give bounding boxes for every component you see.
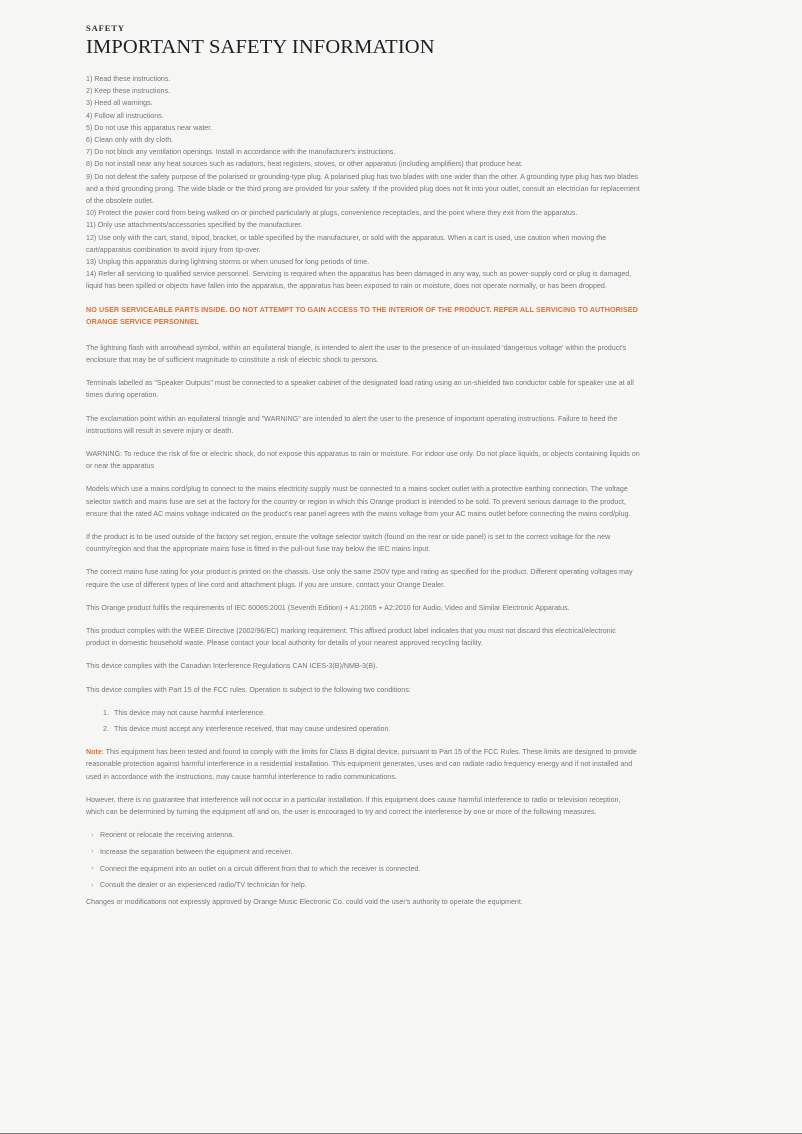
instruction-item: 13) Unplug this apparatus during lightning storms or when unused for long periods of time. [86, 257, 370, 266]
exclamation-point-paragraph: The exclamation point within an equilateral triangle and "WARNING" are intended to alert the user to the presence of important operating instructions. Failure to heed the instructions will result in severe injury or death. [86, 414, 618, 435]
moisture-warning-paragraph: WARNING: To reduce the risk of fire or electric shock, do not expose this apparatus to rain or moisture. For indoor use only. Do not place liquids, or objects containing liquids on or near the apparatus [86, 449, 640, 471]
instruction-item: 6) Clean only with dry cloth. [86, 135, 174, 144]
iec-compliance-paragraph: This Orange product fulfils the requirements of IEC 60065:2001 (Seventh Edition) + A1:2005 + A2:2010 for Audio, Video and Similar Electronic Apparatus. [86, 603, 570, 612]
mains-cord-paragraph: Models which use a mains cord/plug to connect to the mains electricity supply must be connected to a mains socket outlet with a protective earthing connection. The voltage selector switch and mains fuse are set at the factory for the country or region in which this Orange product is intended to be sold. To prevent serious damage to the product, ensure that the rated AC mains voltage indicated on the product's rear panel agrees with the mains voltage from your AC mains outlet before connecting the mains cord/plug. [86, 485, 631, 518]
instruction-item: 4) Follow all instructions. [86, 111, 164, 120]
fcc-note-paragraph [86, 746, 640, 783]
instruction-item: 12) Use only with the cart, stand, tripod, bracket, or table specified by the manufacturer, or sold with the apparatus. When a cart is used, use caution when moving the cart/apparatus combination to avoid injury from tip-over. [86, 233, 607, 254]
instruction-item: 8) Do not install near any heat sources such as radiators, heat registers, stoves, or other apparatus (including amplifiers) that produce heat. [86, 160, 523, 169]
instruction-item: 11) Only use attachments/accessories specified by the manufacturer. [86, 221, 303, 230]
note-text: : This equipment has been tested and found to comply with the limits for Class B digital device, pursuant to Part 15 of the FCC Rules. These limits are designed to provide reasonable protection against harmful interference in a residential installation. This equipment generates, uses and can radiate radio frequency energy and if not installed and used in accordance with the instructions, may cause harmful interference to radio communications. [86, 748, 637, 781]
instruction-item: 2) Keep these instructions. [86, 87, 170, 96]
instruction-item: 10) Protect the power cord from being walked on or pinched particularly at plugs, convenience receptacles, and the point where they exit from the apparatus. [86, 209, 578, 218]
fcc-conditions-list [86, 707, 640, 735]
section-eyebrow-label: SAFETY [86, 23, 125, 33]
numbered-instructions-list [86, 73, 640, 293]
no-user-serviceable-parts-warning: NO USER SERVICEABLE PARTS INSIDE. DO NOT ATTEMPT TO GAIN ACCESS TO THE INTERIOR OF THE PRODUCT. REFER ALL SERVICING TO AUTHORISED ORANGE SERVICE PERSONNEL [86, 304, 638, 327]
no-guarantee-paragraph: However, there is no guarantee that interference will not occur in a particular installation. If this equipment does cause harmful interference to radio or television reception, which can be determined by turning the equipment off and on, the user is encouraged to try and correct the interference by one or more of the following measures. [86, 795, 621, 817]
canadian-regulations-paragraph: This device complies with the Canadian Interference Regulations CAN ICES-3(B)/NMB-3(B). [86, 662, 378, 671]
measure-item: › Increase the separation between the equipment and receiver. [100, 846, 640, 858]
corrective-measures-list [86, 829, 640, 891]
instruction-item: 3) Heed all warnings. [86, 99, 153, 108]
instruction-item: 14) Refer all servicing to qualified service personnel. Servicing is required when the apparatus has been damaged in any way, such as power-supply cord or plug is damaged, liquid has been spilled or objects have fallen into the apparatus, the apparatus has been exposed to rain or moisture, does not operate normally, or has been dropped. [86, 270, 632, 291]
weee-directive-paragraph: This product complies with the WEEE Directive (2002/96/EC) marking requirement. This affixed product label indicates that you must not discard this electrical/electronic product in domestic household waste. Please contact your local authority for details of your nearest approved recycling facility. [86, 627, 616, 648]
note-label: Note [86, 748, 102, 757]
fcc-intro-paragraph: This device complies with Part 15 of the FCC rules. Operation is subject to the following two conditions: [86, 685, 411, 694]
page-title: IMPORTANT SAFETY INFORMATION [86, 36, 435, 59]
modifications-paragraph: Changes or modifications not expressly approved by Orange Music Electronic Co. could void the user's authority to operate the equipment. [86, 898, 523, 907]
lightning-flash-paragraph: The lightning flash with arrowhead symbol, within an equilateral triangle, is intended to alert the user to the presence of un-insulated 'dangerous voltage' within the product's enclosure that may be of sufficient magnitude to constitute a risk of electric shock to persons. [86, 343, 627, 364]
fuse-rating-paragraph: The correct mains fuse rating for your product is printed on the chassis. Use only the same 250V type and rating as specified for the product. Different operating voltages may require the use of different types of line cord and attachment plugs. If you are unsure, contact your Orange Dealer. [86, 568, 633, 589]
measure-item: › Consult the dealer or an experienced radio/TV technician for help. [100, 879, 640, 891]
instruction-item: 5) Do not use this apparatus near water. [86, 123, 213, 132]
fcc-condition-item: This device may not cause harmful interference. [114, 708, 266, 717]
outside-region-paragraph: If the product is to be used outside of the factory set region, ensure the voltage selector switch (found on the rear or side panel) is set to the correct voltage for the new country/region and that the appropriate mains fuse is fitted in the pull-out fuse tray below the IEC mains input. [86, 532, 611, 554]
instruction-item: 7) Do not block any ventilation openings. Install in accordance with the manufacturer's instructions. [86, 148, 396, 157]
speaker-outputs-paragraph: Terminals labelled as "Speaker Outputs" must be connected to a speaker cabinet of the designated load rating using an un-shielded two conductor cable for speaker use at all times during operation. [86, 379, 634, 400]
fcc-condition-item: This device must accept any interference received, that may cause undesired operation. [114, 725, 391, 734]
instruction-item: 9) Do not defeat the safety purpose of the polarised or grounding-type plug. A polarised plug has two blades with one wider than the other. A grounding type plug has two blades and a third grounding prong. The wide blade or the third prong are provided for your safety. If the provided plug does not fit into your outlet, consult an electrician for replacement of the obsolete outlet. [86, 172, 640, 205]
measure-item: › Reorient or relocate the receiving antenna. [100, 829, 640, 841]
document-content [86, 24, 640, 919]
measure-item: › Connect the equipment into an outlet on a circuit different from that to which the receiver is connected. [100, 863, 640, 875]
instruction-item: 1) Read these instructions. [86, 74, 171, 83]
